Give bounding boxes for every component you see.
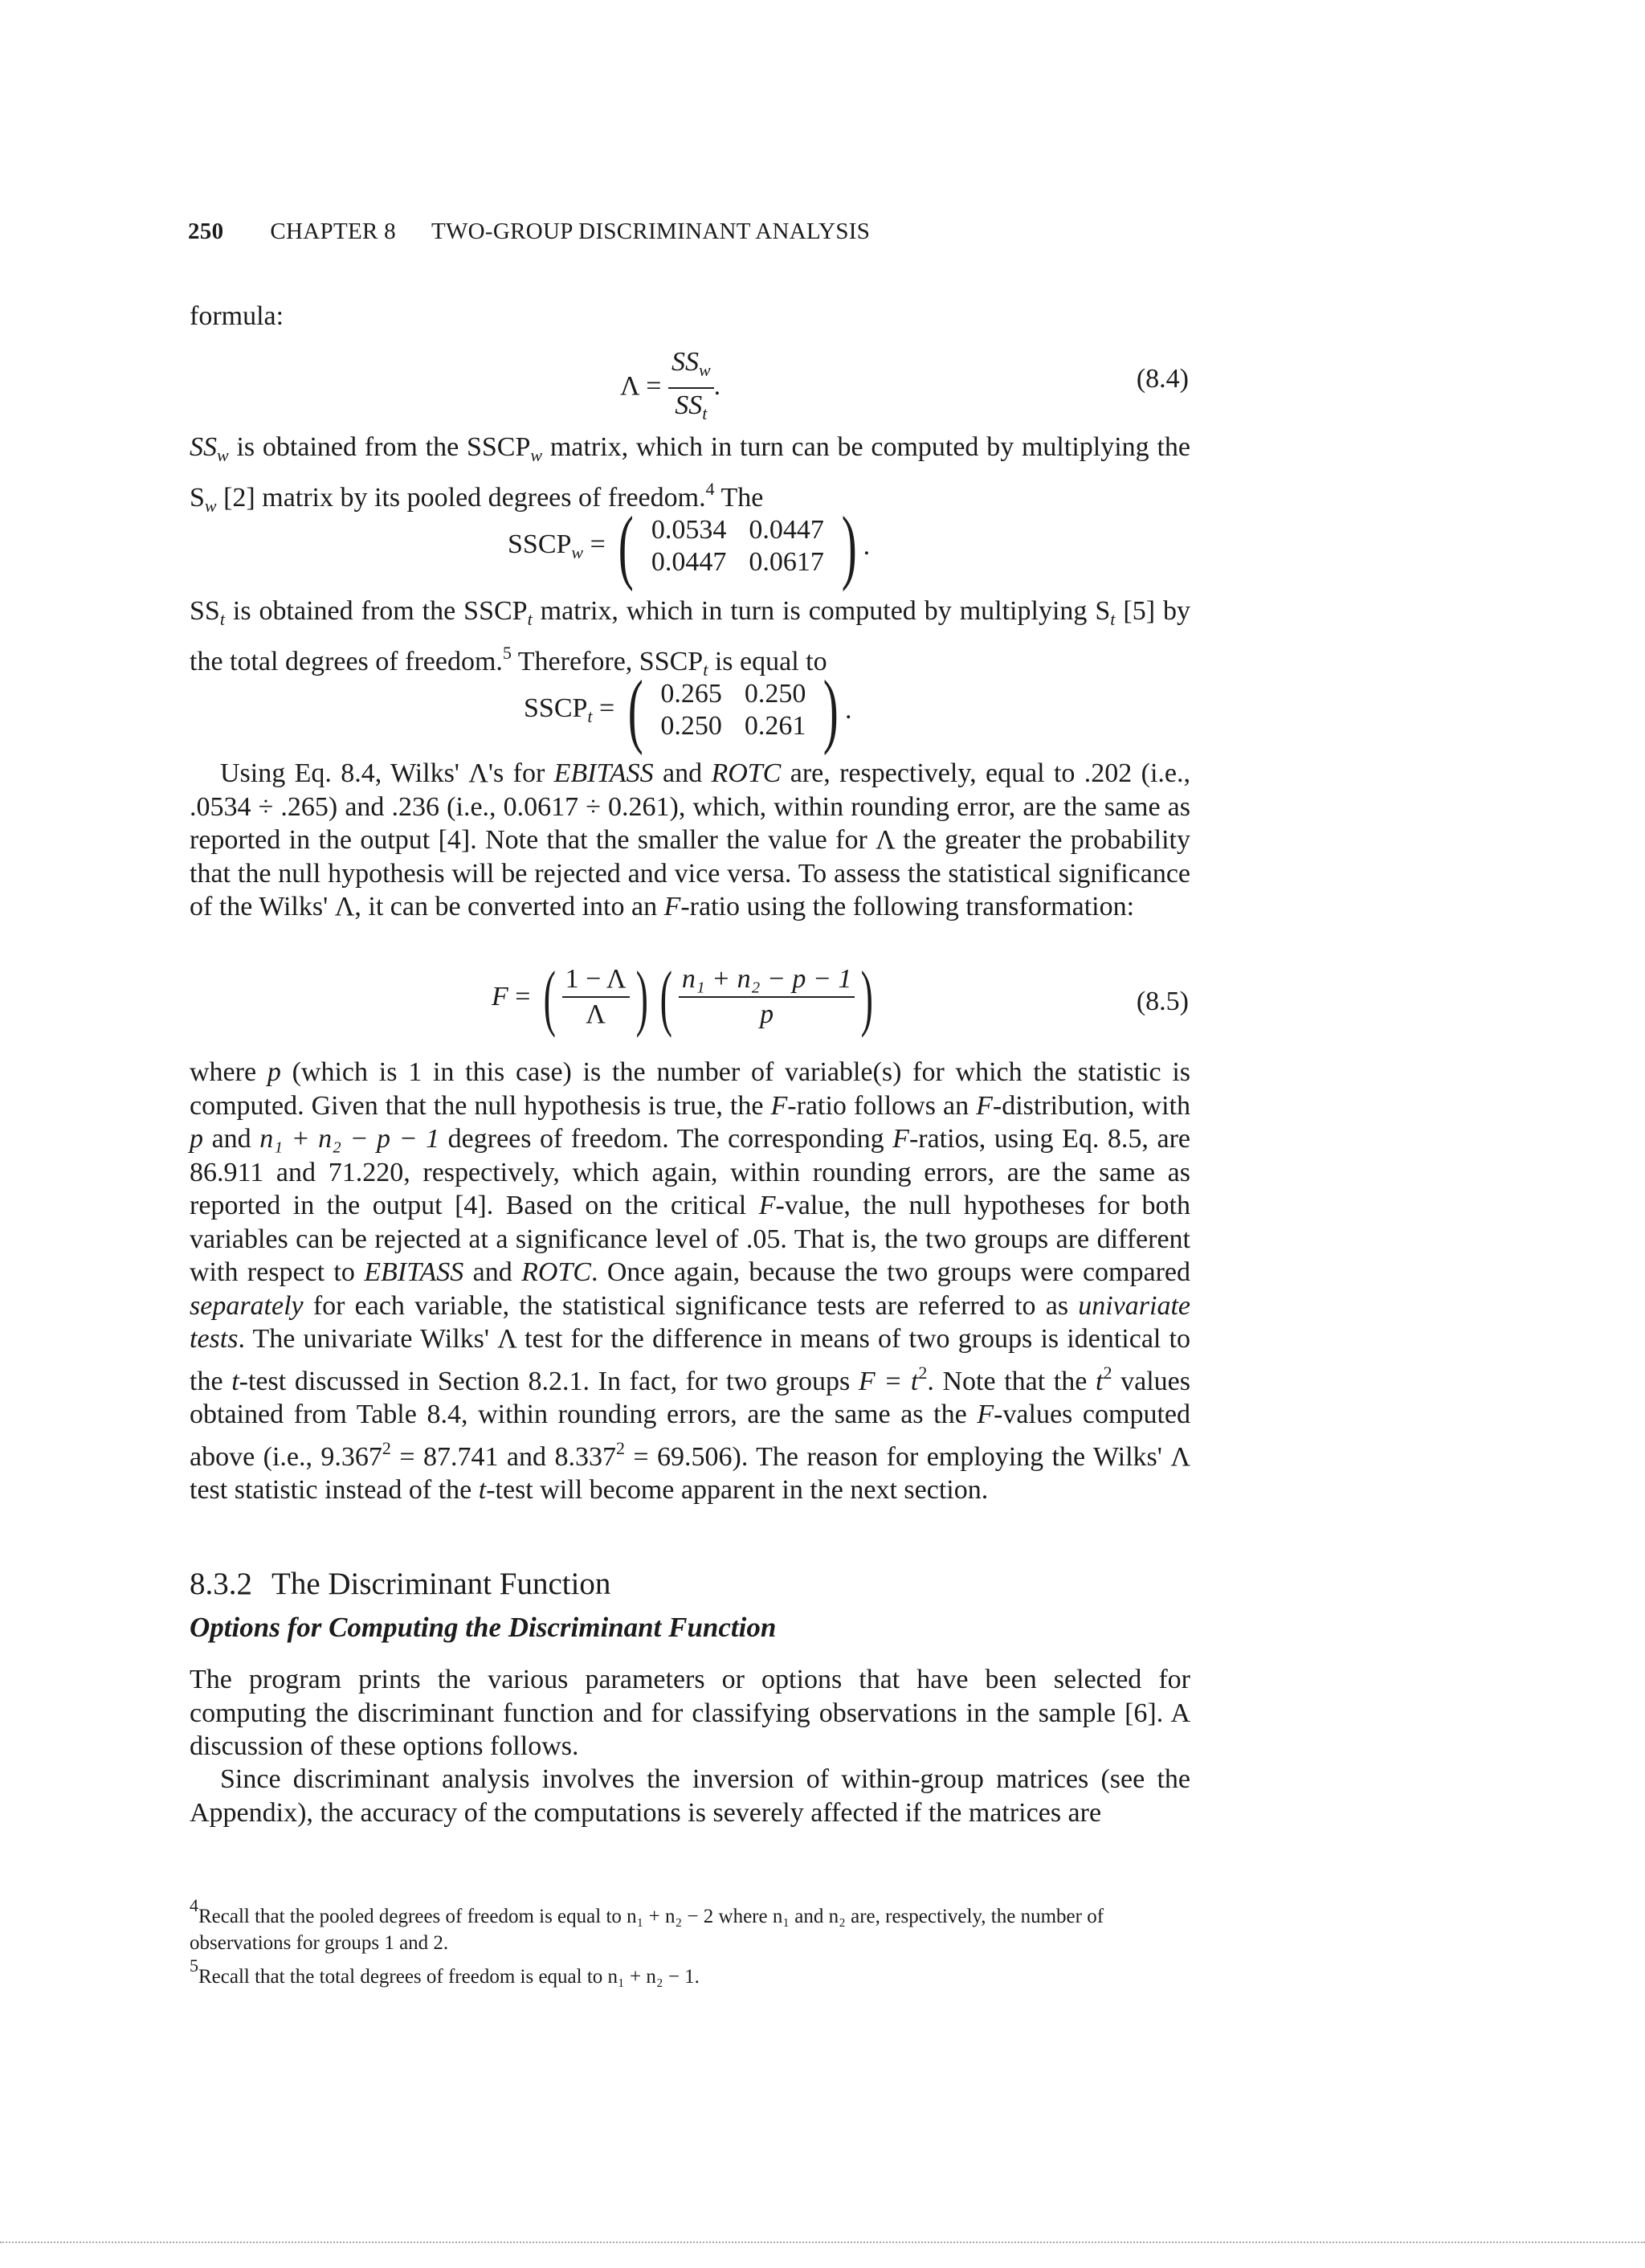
paragraph-1: $SS_w$ is obtained from the $SSCP_w$ matrix, which in turn can be computed by multiplying the $S_w$ [2] matrix by its pooled degrees of freedom.$^4$ The — [190, 432, 1190, 516]
chapter-label: CHAPTER 8 — [270, 219, 396, 244]
footnote-5: 5Recall that the total degrees of freedom is equal to n₁ + n₂ − 1. — [190, 1955, 700, 1988]
page-number: 250 — [188, 219, 224, 244]
equation-number-8-4: (8.4) — [1136, 364, 1189, 394]
paragraph-5: The program prints the various parameters or options that have been selected for computing the discriminant function and for classifying observations in the sample [6]. A discussion of these options follows. — [190, 1665, 1190, 1761]
chapter-title: TWO-GROUP DISCRIMINANT ANALYSIS — [431, 219, 871, 244]
paragraph-4: where p (which is 1 in this case) is the number of variable(s) for which the statistic is computed. Given that the null hypothesis is true, the F-ratio follows an F-distribution, with p and n₁ + n₂ − p − 1 degrees of freedom. The corresponding F-ratios, using Eq. 8.5, are 86.911 and 71.220, respectively, which again, within rounding errors, are the same as reported in the output [4]. Based on the critical F-value, the null hypotheses for both variables can be rejected at a significance level of .05. That is, the two groups are different with respect to EBITASS and ROTC. Once again, because the two groups were compared separately for each variable, the statistical significance tests are referred to as univariate tests. The univariate Wilks' Λ test for the difference in means of two groups is identical to the t-test discussed in Section 8.2.1. In fact, for two groups $F = t^2$. Note that the $t^2$ values obtained from Table 8.4, within rounding errors, are the same as the F-values computed above (i.e., $9.367^2 = 87.741$ and $8.337^2 = 69.506$). The reason for employing the Wilks' Λ test statistic instead of the t-test will become apparent in the next section. — [190, 1057, 1191, 1505]
fraction: $\frac{SS_w}{SS_t}$ — [668, 347, 714, 429]
section-heading: 8.3.2 The Discriminant Function — [190, 1567, 611, 1601]
sscp-w-equation: $SSCP_w$ = ( 0.0534 0.0447 0.0447 0.0617 ) . — [508, 500, 871, 592]
equation-number-8-5: (8.5) — [1136, 987, 1189, 1016]
matrix-sscp-w: ( 0.0534 0.0447 0.0447 0.0617 ) . — [618, 500, 871, 592]
sscp-t-equation: $SSCP_t$ = ( 0.265 0.250 0.250 0.261 ) . — [524, 664, 852, 756]
running-header — [188, 219, 870, 245]
equation-8-5: F = ( $\frac{1 - \Lambda}{\Lambda}$ ) ( $\frac{\text{n₁ + n₂ − p − 1}}{p}$ ) — [492, 956, 874, 1038]
paragraph-6: Since discriminant analysis involves the inversion of within-group matrices (see the Appendix), the accuracy of the computations is severely affected if the matrices are — [190, 1764, 1190, 1828]
paragraph-2: $SS_t$ is obtained from the $SSCP_t$ matrix, which in turn is computed by multiplying $S_t$ [5] by the total degrees of freedom.$^5$ Therefore, $SSCP_t$ is equal to — [190, 596, 1190, 680]
equation-8-4: Λ = $\frac{SS_w}{SS_t}$ . — [620, 347, 720, 429]
scan-edge-line — [0, 2241, 1645, 2243]
intro-text: formula: — [190, 301, 284, 331]
matrix-sscp-t: ( 0.265 0.250 0.250 0.261 ) . — [627, 664, 852, 756]
footnote-4: 4Recall that the pooled degrees of freedom is equal to n₁ + n₂ − 2 where n₁ and n₂ are, respectively, the number of observations for groups 1 and 2. — [190, 1895, 1104, 1954]
paragraph-3: Using Eq. 8.4, Wilks' Λ's for EBITASS and ROTC are, respectively, equal to .202 (i.e., .0534 ÷ .265) and .236 (i.e., 0.0617 ÷ 0.261), which, within rounding error, are the same as reported in the output [4]. Note that the smaller the value for Λ the greater the probability that the null hypothesis will be rejected and vice versa. To assess the statistical significance of the Wilks' Λ, it can be converted into an F-ratio using the following transformation: — [190, 758, 1190, 922]
subsection-heading: Options for Computing the Discriminant Function — [190, 1612, 777, 1643]
